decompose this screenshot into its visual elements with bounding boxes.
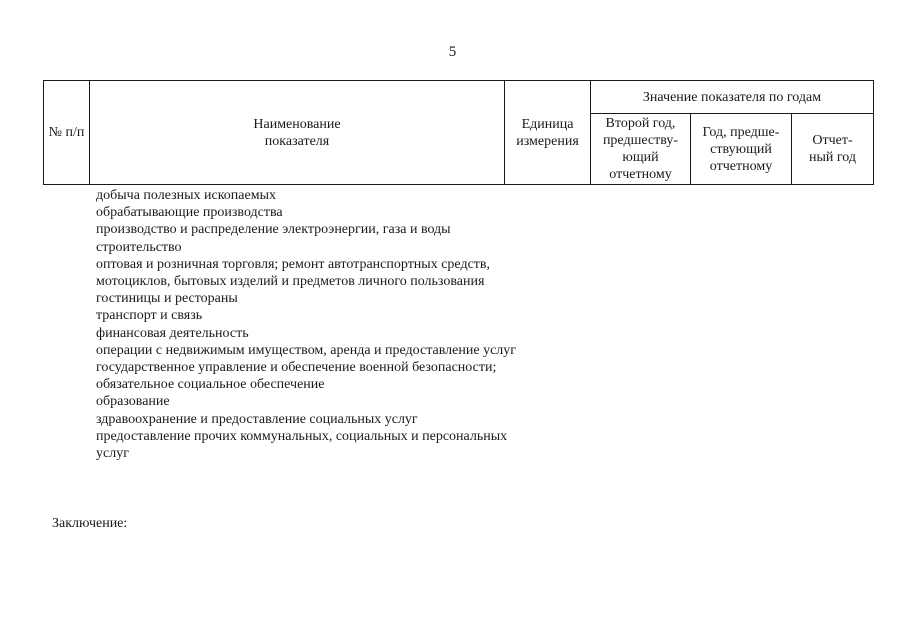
column-report-year-header: Отчет-ный год bbox=[792, 114, 874, 185]
list-item: предоставление прочих коммунальных, социальных и персональных услуг bbox=[96, 428, 508, 462]
list-item: финансовая деятельность bbox=[96, 325, 249, 341]
indicator-table-header bbox=[43, 80, 874, 185]
column-unit-header: Единица измерения bbox=[505, 81, 591, 185]
column-number-header: № п/п bbox=[44, 81, 90, 185]
list-item: строительство bbox=[96, 239, 182, 255]
list-item: операции с недвижимым имуществом, аренда и предоставление услуг bbox=[96, 342, 517, 358]
list-item: государственное управление и обеспечение военной безопасности; обязательное социальное обеспечение bbox=[96, 360, 497, 393]
column-second-year-header: Второй год, предшеству-ющий отчетному bbox=[591, 114, 691, 185]
column-name-header: Наименование показателя bbox=[90, 81, 505, 185]
list-item: здравоохранение и предоставление социальных услуг bbox=[96, 411, 418, 427]
list-item: образование bbox=[96, 394, 170, 410]
page-number: 5 bbox=[448, 44, 457, 60]
list-item: транспорт и связь bbox=[96, 308, 203, 324]
indicator-list bbox=[96, 187, 516, 462]
list-item: обрабатывающие производства bbox=[96, 205, 283, 221]
column-previous-year-header: Год, предше-ствующий отчетному bbox=[691, 114, 792, 185]
list-item: оптовая и розничная торговля; ремонт автотранспортных средств, мотоциклов, бытовых изделий и предметов личного пользования bbox=[96, 256, 491, 290]
list-item: производство и распределение электроэнергии, газа и воды bbox=[96, 222, 451, 238]
list-item: гостиницы и рестораны bbox=[96, 291, 238, 307]
conclusion-label: Заключение: bbox=[52, 516, 128, 531]
year-values-group-header: Значение показателя по годам bbox=[591, 81, 874, 114]
list-item: добыча полезных ископаемых bbox=[96, 188, 276, 203]
